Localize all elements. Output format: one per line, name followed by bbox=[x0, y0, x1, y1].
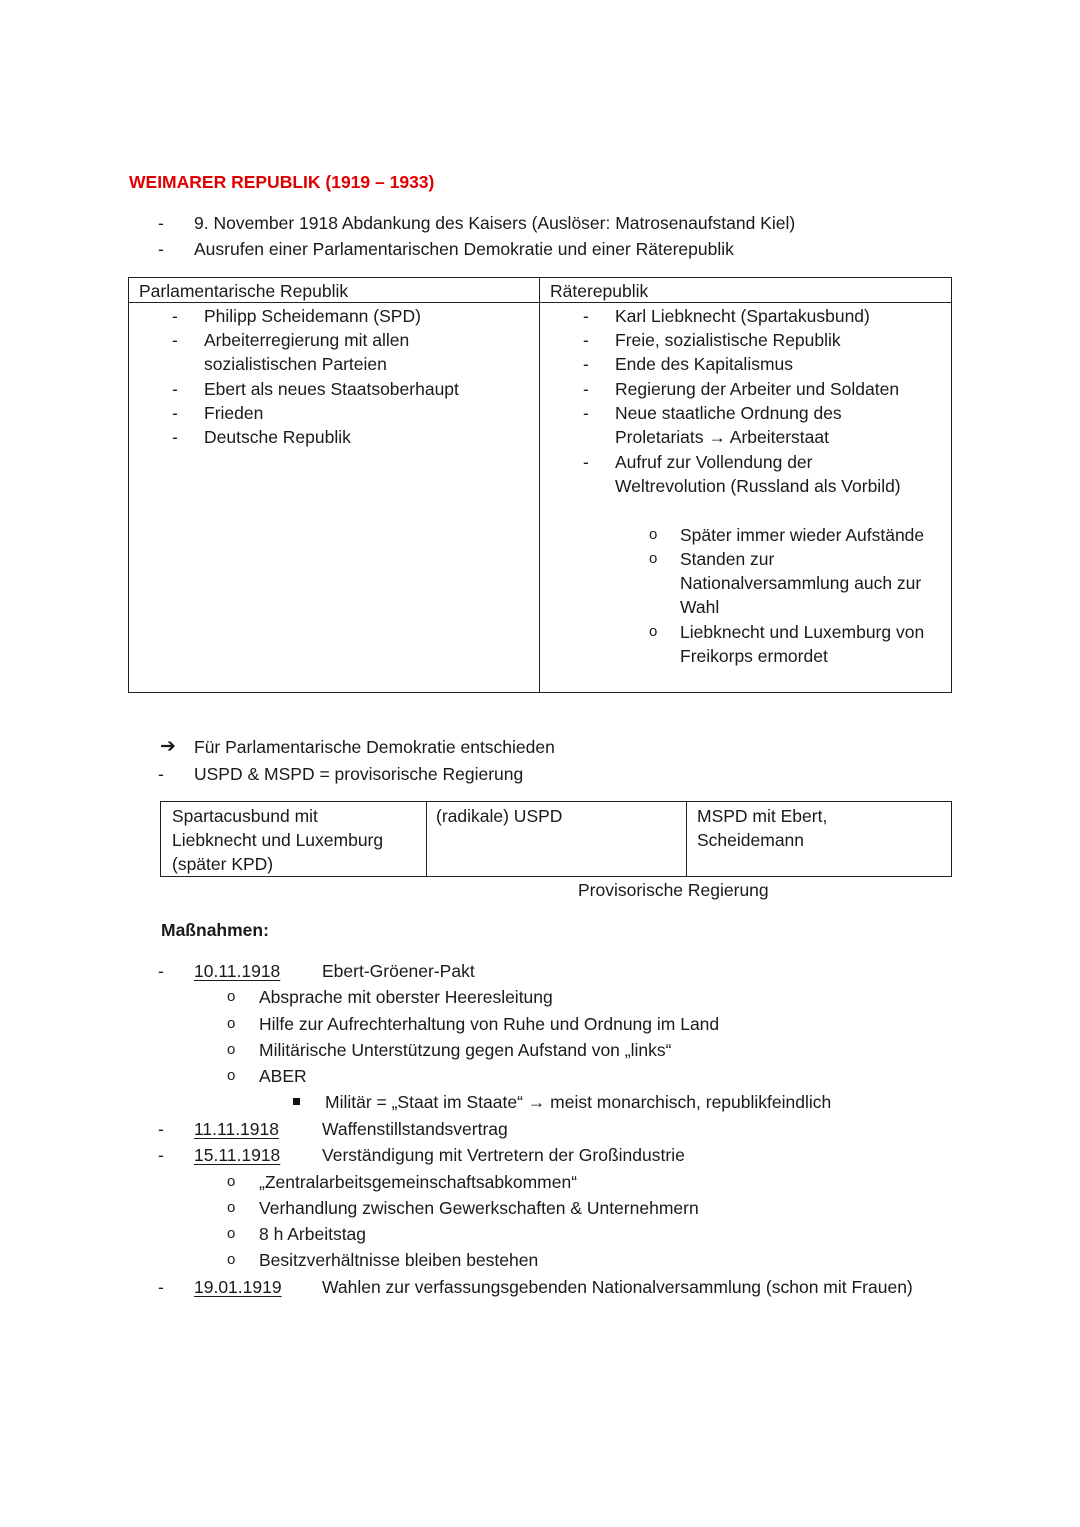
dash-bullet: - bbox=[158, 213, 164, 233]
list-item: Arbeiterregierung mit allen bbox=[204, 330, 410, 350]
dash-bullet: - bbox=[158, 1277, 164, 1297]
circle-bullet: o bbox=[227, 1199, 236, 1216]
circle-bullet: o bbox=[649, 526, 658, 543]
decision-text: Für Parlamentarische Demokratie entschieden bbox=[194, 737, 555, 757]
dash-bullet: - bbox=[583, 379, 589, 399]
list-item: Karl Liebknecht (Spartakusbund) bbox=[615, 306, 870, 326]
dash-bullet: - bbox=[172, 330, 178, 350]
list-item: Neue staatliche Ordnung des bbox=[615, 403, 842, 423]
table-header-council: Räterepublik bbox=[550, 281, 649, 301]
sub-list-item: Wahl bbox=[680, 597, 720, 617]
dash-bullet: - bbox=[158, 239, 164, 259]
dash-bullet: - bbox=[583, 306, 589, 326]
circle-bullet: o bbox=[227, 1041, 236, 1058]
list-item: Weltrevolution (Russland als Vorbild) bbox=[615, 476, 901, 496]
dash-bullet: - bbox=[172, 379, 178, 399]
party-cell-line: MSPD mit Ebert, bbox=[697, 806, 828, 826]
dash-bullet: - bbox=[583, 452, 589, 472]
party-cell-line: (später KPD) bbox=[172, 854, 274, 874]
circle-bullet: o bbox=[649, 550, 658, 567]
sub-list-item: „Zentralarbeitsgemeinschaftsabkommen“ bbox=[259, 1172, 578, 1192]
list-item: Deutsche Republik bbox=[204, 427, 351, 447]
list-item: Ende des Kapitalismus bbox=[615, 354, 794, 374]
provisional-text: USPD & MSPD = provisorische Regierung bbox=[194, 764, 524, 784]
circle-bullet: o bbox=[227, 1225, 236, 1242]
circle-bullet: o bbox=[227, 988, 236, 1005]
dash-bullet: - bbox=[158, 961, 164, 981]
list-item: Philipp Scheidemann (SPD) bbox=[204, 306, 421, 326]
list-item: Regierung der Arbeiter und Soldaten bbox=[615, 379, 900, 399]
list-item: Frieden bbox=[204, 403, 264, 423]
dash-bullet: - bbox=[583, 403, 589, 423]
dash-bullet: - bbox=[158, 764, 164, 784]
table-divider bbox=[539, 277, 540, 693]
sub-list-item: Absprache mit oberster Heeresleitung bbox=[259, 987, 553, 1007]
sub-list-item: Standen zur bbox=[680, 549, 775, 569]
table-caption: Provisorische Regierung bbox=[578, 880, 769, 900]
list-item: Proletariats → Arbeiterstaat bbox=[615, 427, 829, 447]
intro-item: Ausrufen einer Parlamentarischen Demokratie und einer Räterepublik bbox=[194, 239, 734, 259]
measures-heading: Maßnahmen: bbox=[161, 920, 269, 940]
measure-date: 19.01.1919 bbox=[194, 1277, 282, 1297]
sub-list-item: Freikorps ermordet bbox=[680, 646, 828, 666]
sub-list-item: Nationalversammlung auch zur bbox=[680, 573, 922, 593]
dash-bullet: - bbox=[583, 354, 589, 374]
sub-list-item: 8 h Arbeitstag bbox=[259, 1224, 367, 1244]
measure-date: 11.11.1918 bbox=[194, 1119, 279, 1139]
measure-text: Waffenstillstandsvertrag bbox=[322, 1119, 508, 1139]
measure-text: Ebert-Gröener-Pakt bbox=[322, 961, 475, 981]
party-cell-line: Liebknecht und Luxemburg bbox=[172, 830, 384, 850]
sub-list-item: ABER bbox=[259, 1066, 307, 1086]
party-cell-line: (radikale) USPD bbox=[436, 806, 563, 826]
measure-text: Verständigung mit Vertretern der Großindustrie bbox=[322, 1145, 685, 1165]
dash-bullet: - bbox=[172, 427, 178, 447]
page-title: WEIMARER REPUBLIK (1919 – 1933) bbox=[129, 172, 435, 192]
circle-bullet: o bbox=[227, 1173, 236, 1190]
table-divider bbox=[426, 801, 427, 877]
circle-bullet: o bbox=[227, 1067, 236, 1084]
circle-bullet: o bbox=[227, 1015, 236, 1032]
sub-list-item: Liebknecht und Luxemburg von bbox=[680, 622, 925, 642]
list-item: Aufruf zur Vollendung der bbox=[615, 452, 813, 472]
measure-date: 10.11.1918 bbox=[194, 961, 281, 981]
sub-list-item: Hilfe zur Aufrechterhaltung von Ruhe und Ordnung im Land bbox=[259, 1014, 720, 1034]
list-item: sozialistischen Parteien bbox=[204, 354, 387, 374]
arrow-icon: ➔ bbox=[160, 736, 176, 757]
party-cell-line: Spartacusbund mit bbox=[172, 806, 318, 826]
sub-list-item: Militärische Unterstützung gegen Aufstand von „links“ bbox=[259, 1040, 672, 1060]
sub-list-item: Später immer wieder Aufstände bbox=[680, 525, 925, 545]
sub-list-item: Besitzverhältnisse bleiben bestehen bbox=[259, 1250, 539, 1270]
list-item: Freie, sozialistische Republik bbox=[615, 330, 841, 350]
list-item: Ebert als neues Staatsoberhaupt bbox=[204, 379, 459, 399]
square-bullet-icon bbox=[293, 1098, 300, 1105]
measure-date: 15.11.1918 bbox=[194, 1145, 281, 1165]
dash-bullet: - bbox=[172, 306, 178, 326]
circle-bullet: o bbox=[227, 1251, 236, 1268]
circle-bullet: o bbox=[649, 623, 658, 640]
intro-item: 9. November 1918 Abdankung des Kaisers (Auslöser: Matrosenaufstand Kiel) bbox=[194, 213, 796, 233]
sub-list-item: Verhandlung zwischen Gewerkschaften & Unternehmern bbox=[259, 1198, 699, 1218]
table-header-parliamentary: Parlamentarische Republik bbox=[139, 281, 349, 301]
dash-bullet: - bbox=[158, 1119, 164, 1139]
dash-bullet: - bbox=[158, 1145, 164, 1165]
dash-bullet: - bbox=[172, 403, 178, 423]
sub-sub-list-item: Militär = „Staat im Staate“ → meist monarchisch, republikfeindlich bbox=[325, 1092, 832, 1112]
party-cell-line: Scheidemann bbox=[697, 830, 805, 850]
measure-text: Wahlen zur verfassungsgebenden Nationalversammlung (schon mit Frauen) bbox=[322, 1277, 913, 1297]
dash-bullet: - bbox=[583, 330, 589, 350]
table-divider bbox=[686, 801, 687, 877]
